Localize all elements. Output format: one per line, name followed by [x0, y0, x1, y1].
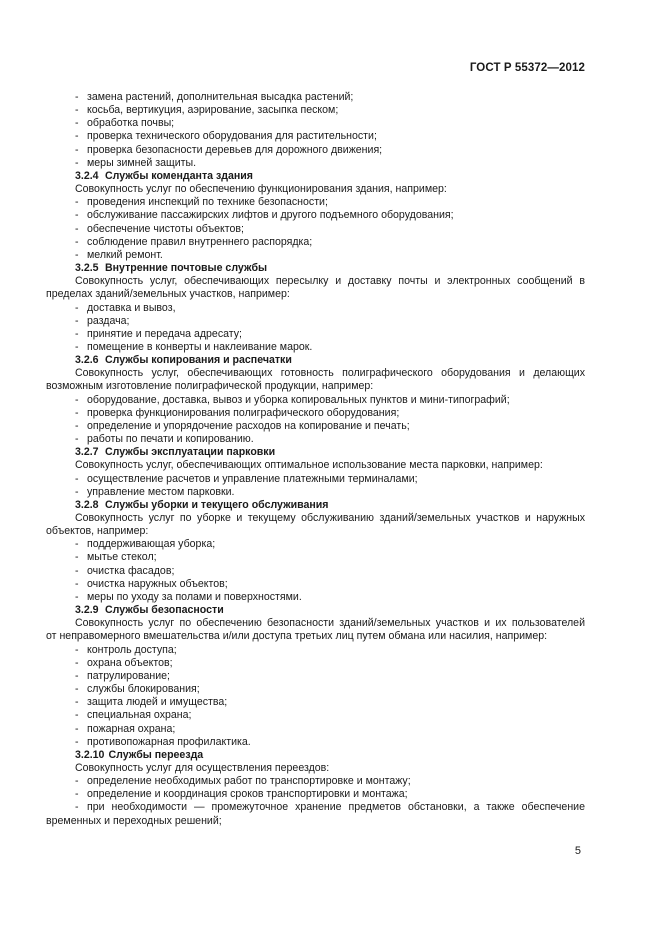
- paragraph-continuation: возможным изготовление полиграфической продукции, например:: [46, 380, 374, 393]
- section-title: Службы копирования и распечатки: [105, 354, 292, 367]
- list-item-text: принятие и передача адресату;: [87, 327, 242, 340]
- list-dash: -: [75, 735, 79, 748]
- list-item: [75, 104, 585, 117]
- document-body: [46, 91, 585, 828]
- list-item: [75, 670, 585, 683]
- list-dash: -: [75, 538, 79, 551]
- list-item-text: защита людей и имущества;: [87, 696, 228, 709]
- list-item-text: обслуживание пассажирских лифтов и другого подъемного оборудования;: [87, 209, 454, 222]
- list-dash: -: [75, 248, 79, 261]
- section-title: Службы переезда: [108, 748, 204, 761]
- list-dash: -: [75, 327, 79, 340]
- list-item-text: обеспечение чистоты объектов;: [87, 222, 244, 235]
- list-item: [75, 736, 585, 749]
- list-item: [75, 657, 585, 670]
- list-dash: -: [75, 104, 79, 117]
- paragraph-continuation: объектов, например:: [46, 525, 149, 538]
- list-item: [75, 302, 585, 315]
- section-heading: [75, 262, 585, 275]
- list-item: [75, 683, 585, 696]
- list-dash: -: [75, 472, 79, 485]
- list-item: [75, 91, 585, 104]
- list-item-text: соблюдение правил внутреннего распорядка;: [87, 235, 313, 248]
- list-item: [75, 144, 585, 157]
- paragraph-text: Совокупность услуг, обеспечивающих оптимальное использование места парковки, например:: [75, 459, 543, 472]
- list-item: [75, 709, 585, 722]
- list-dash: -: [75, 196, 79, 209]
- list-item-text: определение и упорядочение расходов на копирование и печать;: [87, 419, 410, 432]
- list-item-text: контроль доступа;: [87, 643, 177, 656]
- list-item-text: патрулирование;: [87, 669, 170, 682]
- list-dash: -: [75, 209, 79, 222]
- paragraph-text: Совокупность услуг, обеспечивающих пересылку и доставку почты и электронных сообщений в: [75, 275, 585, 288]
- list-dash: -: [75, 696, 79, 709]
- list-dash: -: [75, 91, 79, 103]
- list-item: [75, 223, 585, 236]
- list-item-text: проверка технического оборудования для растительности;: [87, 130, 377, 143]
- list-item: [75, 788, 585, 801]
- list-item-text: определение и координация сроков транспортировки и монтажа;: [87, 788, 408, 801]
- section-number: 3.2.6: [75, 354, 99, 367]
- section-title: Службы коменданта здания: [105, 169, 253, 182]
- list-item-text: меры зимней защиты.: [87, 156, 197, 169]
- list-item-text: раздача;: [87, 314, 130, 327]
- list-item: [75, 209, 585, 222]
- list-item: [75, 486, 585, 499]
- page-number: 5: [574, 845, 581, 857]
- list-item: [75, 578, 585, 591]
- list-item: [75, 801, 585, 814]
- section-number: 3.2.5: [75, 262, 99, 275]
- list-item: [75, 328, 585, 341]
- list-dash: -: [75, 222, 79, 235]
- list-item-text: работы по печати и копированию.: [87, 433, 254, 446]
- list-item-text: очистка наружных объектов;: [87, 577, 228, 590]
- list-item: [75, 157, 585, 170]
- list-item-text: проведения инспекций по технике безопасности;: [87, 196, 328, 209]
- list-item-text: мытье стекол;: [87, 551, 157, 564]
- list-item-text: меры по уходу за полами и поверхностями.: [87, 590, 302, 603]
- list-item: [75, 196, 585, 209]
- list-dash: -: [75, 709, 79, 722]
- list-item: [75, 565, 585, 578]
- list-item: [75, 538, 585, 551]
- section-heading: [75, 499, 585, 512]
- list-dash: -: [75, 577, 79, 590]
- list-item-text: оборудование, доставка, вывоз и уборка копировальных пунктов и мини-типографий;: [87, 393, 510, 406]
- list-dash: -: [75, 340, 79, 353]
- list-item: [75, 249, 585, 262]
- list-dash: -: [75, 485, 79, 498]
- list-item: [75, 407, 585, 420]
- list-item: [75, 433, 585, 446]
- list-dash: -: [75, 314, 79, 327]
- section-number: 3.2.4: [75, 169, 99, 182]
- list-item: [75, 696, 585, 709]
- list-dash: -: [75, 143, 79, 156]
- list-dash: -: [75, 551, 79, 564]
- list-item: [75, 341, 585, 354]
- list-item: [75, 644, 585, 657]
- list-item-text: противопожарная профилактика.: [87, 735, 251, 748]
- list-dash: -: [75, 406, 79, 419]
- list-dash: -: [75, 301, 79, 314]
- paragraph-continuation: пределах зданий/земельных участков, например:: [46, 288, 290, 301]
- list-dash: -: [75, 117, 79, 130]
- paragraph-continuation: временных и переходных решений;: [46, 814, 222, 827]
- list-dash: -: [75, 722, 79, 735]
- list-dash: -: [75, 130, 79, 143]
- list-item-text: доставка и вывоз,: [87, 301, 176, 314]
- list-item-text: службы блокирования;: [87, 683, 200, 696]
- list-item-text: пожарная охрана;: [87, 722, 176, 735]
- list-item-text: проверка безопасности деревьев для дорожного движения;: [87, 143, 383, 156]
- list-dash: -: [75, 788, 79, 801]
- list-item-text: помещение в конверты и наклеивание марок.: [87, 340, 313, 353]
- list-item: [75, 551, 585, 564]
- section-heading: [75, 170, 585, 183]
- list-item-text: осуществление расчетов и управление платежными терминалами;: [87, 472, 418, 485]
- list-dash: -: [75, 235, 79, 248]
- list-item-text: при необходимости — промежуточное хранение предметов обстановки, а также обеспечение: [87, 801, 585, 814]
- section-title: Службы безопасности: [105, 604, 224, 617]
- list-item-text: замена растений, дополнительная высадка растений;: [87, 91, 354, 103]
- list-item: [75, 591, 585, 604]
- list-dash: -: [75, 590, 79, 603]
- list-dash: -: [75, 669, 79, 682]
- list-item-text: определение необходимых работ по транспортировке и монтажу;: [87, 775, 411, 788]
- list-dash: -: [75, 683, 79, 696]
- paragraph-text: Совокупность услуг по уборке и текущему обслуживанию зданий/земельных участков и наружных: [75, 512, 585, 524]
- list-item-text: управление местом парковки.: [87, 485, 235, 498]
- list-dash: -: [75, 801, 79, 814]
- list-dash: -: [75, 775, 79, 788]
- list-item: [75, 130, 585, 143]
- list-item: [75, 236, 585, 249]
- section-heading: [75, 446, 585, 459]
- list-item: [75, 723, 585, 736]
- list-item-text: специальная охрана;: [87, 709, 192, 722]
- section-heading: [75, 604, 585, 617]
- list-dash: -: [75, 419, 79, 432]
- section-heading: [75, 354, 585, 367]
- standard-designation: ГОСТ Р 55372—2012: [469, 62, 585, 74]
- list-item: [75, 473, 585, 486]
- list-dash: -: [75, 433, 79, 446]
- list-dash: -: [75, 393, 79, 406]
- list-item: [75, 394, 585, 407]
- list-dash: -: [75, 643, 79, 656]
- list-item: [75, 117, 585, 130]
- section-number: 3.2.10: [75, 748, 105, 761]
- list-item-text: косьба, вертикуция, аэрирование, засыпка песком;: [87, 104, 339, 117]
- paragraph-text: Совокупность услуг по обеспечению функционирования здания, например:: [75, 183, 447, 196]
- section-heading: [75, 749, 585, 762]
- list-dash: -: [75, 156, 79, 169]
- list-item: [75, 315, 585, 328]
- section-number: 3.2.8: [75, 498, 99, 511]
- section-number: 3.2.7: [75, 446, 99, 459]
- section-number: 3.2.9: [75, 604, 99, 617]
- list-item: [75, 775, 585, 788]
- list-item-text: мелкий ремонт.: [87, 248, 163, 261]
- list-item-text: очистка фасадов;: [87, 564, 175, 577]
- paragraph-continuation: от неправомерного вмешательства и/или доступа третьих лиц путем обмана или насилия, например:: [46, 630, 548, 643]
- section-title: Службы уборки и текущего обслуживания: [105, 498, 329, 511]
- list-item: [75, 420, 585, 433]
- paragraph-text: Совокупность услуг для осуществления переездов:: [75, 761, 330, 774]
- list-item-text: охрана объектов;: [87, 656, 173, 669]
- list-dash: -: [75, 564, 79, 577]
- section-title: Внутренние почтовые службы: [105, 262, 268, 275]
- list-item-text: поддерживающая уборка;: [87, 538, 216, 551]
- list-dash: -: [75, 656, 79, 669]
- paragraph-text: Совокупность услуг по обеспечению безопасности зданий/земельных участков и их пользователей: [75, 617, 585, 630]
- list-item-text: обработка почвы;: [87, 117, 175, 130]
- section-title: Службы эксплуатации парковки: [105, 446, 276, 459]
- list-item-text: проверка функционирования полиграфического оборудования;: [87, 406, 400, 419]
- paragraph-text: Совокупность услуг, обеспечивающих готовность полиграфического оборудования и делающих: [75, 367, 585, 380]
